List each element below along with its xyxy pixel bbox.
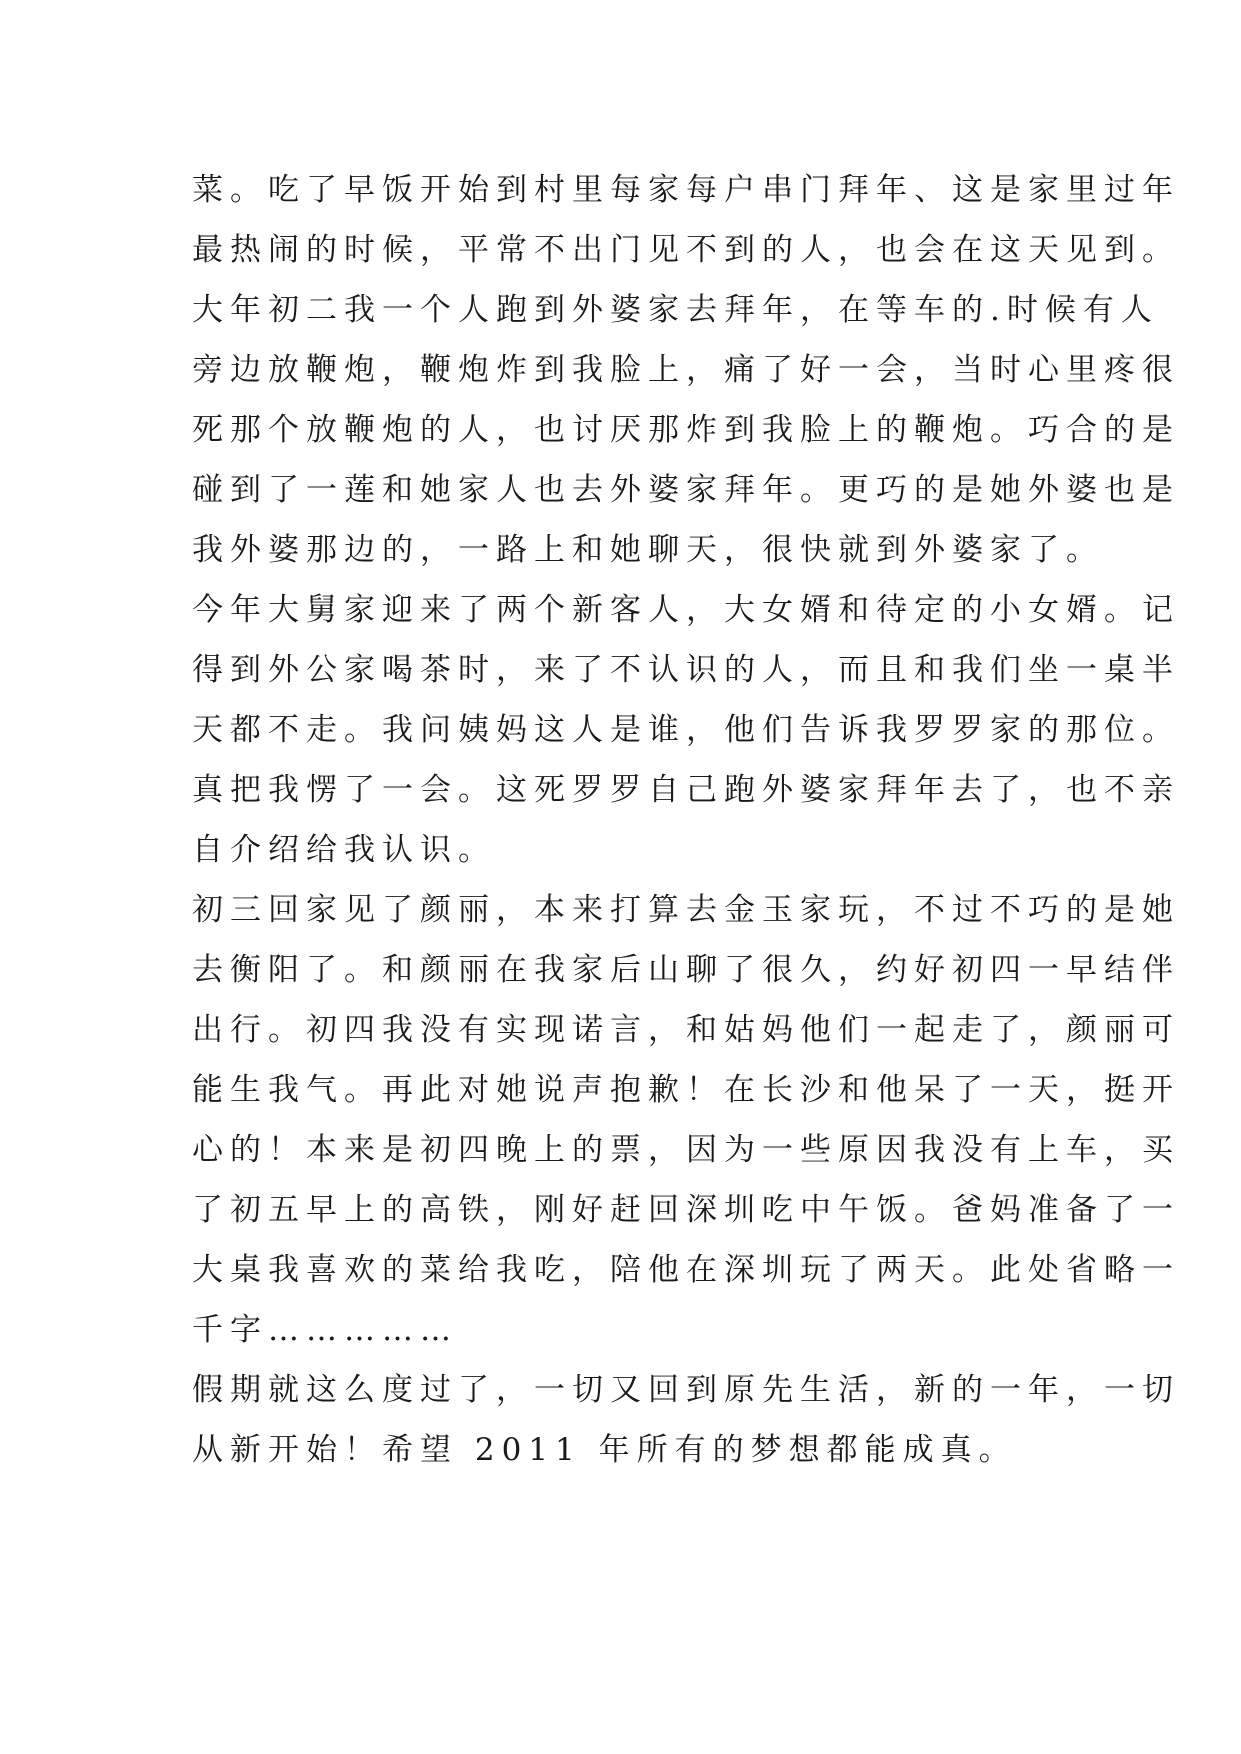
text-line: 旁边放鞭炮，鞭炮炸到我脸上，痛了好一会，当时心里疼很 xyxy=(192,352,1180,388)
text-line: 最热闹的时候，平常不出门见不到的人，也会在这天见到。 xyxy=(192,232,1180,268)
text-line: 从新开始！希望 2011 年所有的梦想都能成真。 xyxy=(192,1432,1017,1468)
text-line: 去衡阳了。和颜丽在我家后山聊了很久，约好初四一早结伴 xyxy=(192,952,1180,988)
text-line: 自介绍给我认识。 xyxy=(192,832,496,868)
text-line: 了初五早上的高铁，刚好赶回深圳吃中午饭。爸妈准备了一 xyxy=(192,1192,1180,1228)
text-line: 初三回家见了颜丽，本来打算去金玉家玩，不过不巧的是她 xyxy=(192,892,1180,928)
text-line: 千字…………… xyxy=(192,1312,458,1348)
text-line: 能生我气。再此对她说声抱歉！在长沙和他呆了一天，挺开 xyxy=(192,1072,1180,1108)
text-line: 出行。初四我没有实现诺言，和姑妈他们一起走了，颜丽可 xyxy=(192,1012,1180,1048)
text-line: 大桌我喜欢的菜给我吃，陪他在深圳玩了两天。此处省略一 xyxy=(192,1252,1180,1288)
text-line: 菜。吃了早饭开始到村里每家每户串门拜年、这是家里过年 xyxy=(192,172,1180,208)
text-line: 真把我愣了一会。这死罗罗自己跑外婆家拜年去了，也不亲 xyxy=(192,772,1180,808)
text-line: 大年初二我一个人跑到外婆家去拜年，在等车的.时候有人 xyxy=(192,292,1159,328)
text-line: 死那个放鞭炮的人，也讨厌那炸到我脸上的鞭炮。巧合的是 xyxy=(192,412,1180,448)
text-line: 碰到了一莲和她家人也去外婆家拜年。更巧的是她外婆也是 xyxy=(192,472,1180,508)
text-line: 心的！本来是初四晚上的票，因为一些原因我没有上车，买 xyxy=(192,1132,1180,1168)
text-line: 我外婆那边的，一路上和她聊天，很快就到外婆家了。 xyxy=(192,532,1104,568)
text-line: 得到外公家喝茶时，来了不认识的人，而且和我们坐一桌半 xyxy=(192,652,1180,688)
text-line: 天都不走。我问姨妈这人是谁，他们告诉我罗罗家的那位。 xyxy=(192,712,1180,748)
text-line: 假期就这么度过了，一切又回到原先生活，新的一年，一切 xyxy=(192,1372,1180,1408)
text-line: 今年大舅家迎来了两个新客人，大女婿和待定的小女婿。记 xyxy=(192,592,1180,628)
body-text xyxy=(192,160,1180,1480)
